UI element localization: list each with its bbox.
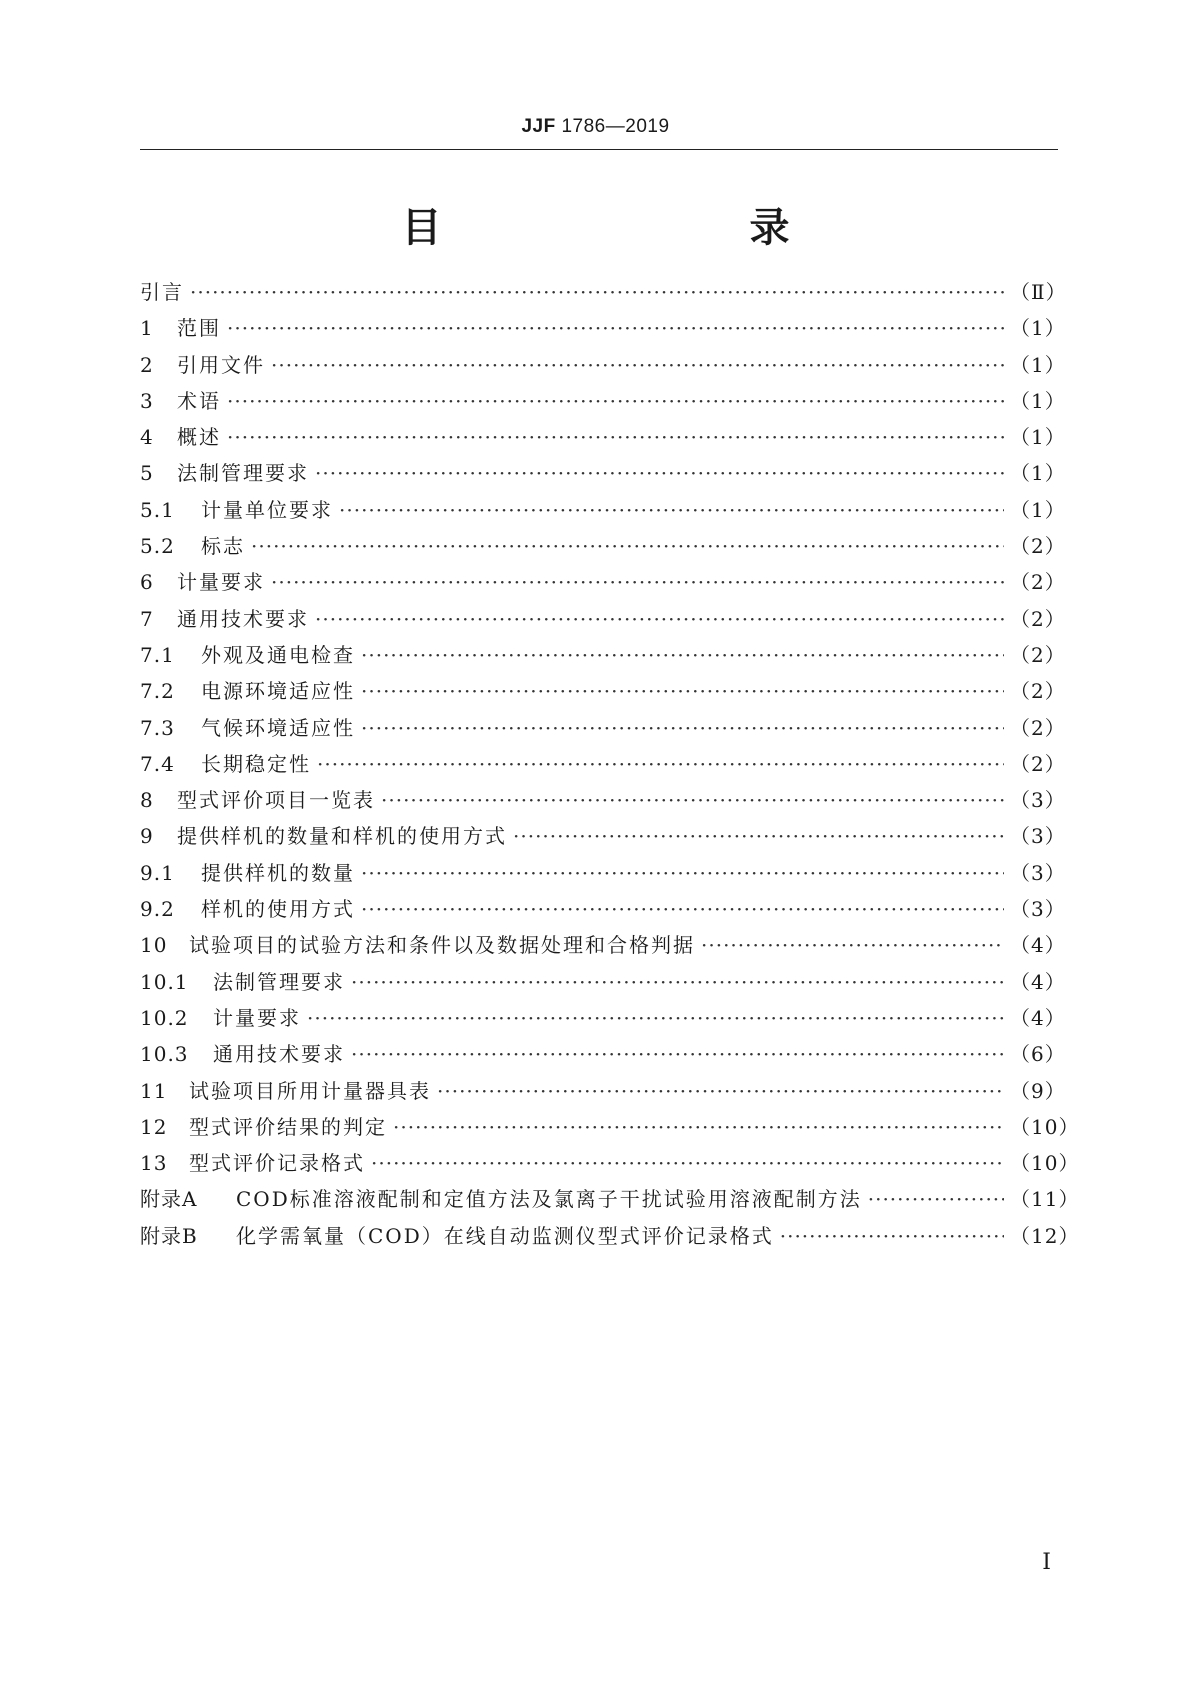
toc-dot-leader <box>868 1187 1004 1211</box>
toc-entry[interactable] <box>140 349 1066 385</box>
toc-entry-label: 引言 <box>140 280 184 304</box>
toc-entry[interactable] <box>140 675 1066 711</box>
toc-entry-page: （1） <box>1010 425 1066 450</box>
toc-entry-page: （2） <box>1010 642 1066 667</box>
page-number: Ⅰ <box>1042 1550 1051 1575</box>
toc-entry-page: （11） <box>1010 1187 1080 1212</box>
toc-entry[interactable] <box>140 1111 1080 1147</box>
toc-entry-page: （9） <box>1010 1078 1066 1103</box>
toc-entry-number: 4 <box>140 425 154 450</box>
toc-entry-label: 引用文件 <box>177 352 265 377</box>
toc-dot-leader <box>271 570 1004 594</box>
toc-entry-number: 10 <box>140 933 168 958</box>
toc-entry-page: （10） <box>1010 1114 1080 1139</box>
page-title: 目 录 <box>401 205 866 251</box>
toc-entry-page: （3） <box>1010 788 1066 813</box>
toc-entry-number: 附录B <box>140 1223 198 1248</box>
toc-entry-number: 5.2 <box>140 534 175 559</box>
toc-entry-label: 型式评价记录格式 <box>189 1151 365 1176</box>
toc-entry[interactable] <box>140 748 1066 784</box>
toc-entry-number: 7.3 <box>140 715 175 740</box>
toc-entry-number: 9.2 <box>140 897 175 922</box>
toc-entry-number: 9.1 <box>140 860 175 885</box>
toc-entry-label: 标志 <box>201 534 245 559</box>
toc-entry-label: 法制管理要求 <box>213 969 345 994</box>
toc-dot-leader <box>701 933 1004 957</box>
toc-entry[interactable] <box>140 421 1066 457</box>
toc-dot-leader <box>227 425 1004 449</box>
toc-entry-page: （3） <box>1010 860 1066 885</box>
toc-entry-number: 7.4 <box>140 751 175 776</box>
toc-entry-number: 6 <box>140 570 154 595</box>
toc-entry-page: （3） <box>1010 897 1066 922</box>
toc-entry-number: 11 <box>140 1078 168 1103</box>
toc-entry[interactable] <box>140 966 1066 1002</box>
toc-entry-label: 范围 <box>177 316 221 341</box>
toc-entry-page: （1） <box>1010 388 1066 413</box>
toc-entry-page: （Ⅱ） <box>1010 280 1067 304</box>
toc-entry-page: （2） <box>1010 679 1066 704</box>
toc-dot-leader <box>361 897 1004 921</box>
document-code <box>0 116 1191 138</box>
toc-entry[interactable] <box>140 530 1066 566</box>
toc-entry-page: （3） <box>1010 824 1066 849</box>
toc-entry[interactable] <box>140 929 1066 965</box>
toc-entry-label: 概述 <box>177 425 221 450</box>
document-code-number: 1786—2019 <box>561 116 670 137</box>
toc-entry[interactable] <box>140 385 1066 421</box>
toc-entry-label: 试验项目所用计量器具表 <box>189 1078 431 1103</box>
toc-entry[interactable] <box>140 712 1066 748</box>
toc-entry[interactable] <box>140 1038 1066 1074</box>
toc-entry-number: 10.2 <box>140 1005 189 1030</box>
toc-entry[interactable] <box>140 1183 1080 1219</box>
toc-entry-page: （4） <box>1010 969 1066 994</box>
toc-entry-label: 法制管理要求 <box>177 461 309 486</box>
toc-dot-leader <box>271 353 1004 377</box>
toc-entry-label: 型式评价项目一览表 <box>177 788 375 813</box>
toc-dot-leader <box>315 607 1004 631</box>
toc-dot-leader <box>361 861 1004 885</box>
toc-entry[interactable] <box>140 1147 1080 1183</box>
toc-entry-label: 术语 <box>177 388 221 413</box>
toc-entry[interactable] <box>140 1220 1080 1256</box>
toc-entry-label: 计量单位要求 <box>201 497 333 522</box>
toc-entry[interactable] <box>140 494 1066 530</box>
toc-entry-page: （6） <box>1010 1042 1066 1067</box>
toc-entry-number: 10.3 <box>140 1042 189 1067</box>
toc-dot-leader <box>437 1079 1004 1103</box>
toc-dot-leader <box>371 1151 1004 1175</box>
toc-entry-label: 外观及通电检查 <box>201 642 355 667</box>
toc-entry-page: （2） <box>1010 606 1066 631</box>
toc-entry[interactable] <box>140 566 1066 602</box>
toc-entry[interactable] <box>140 893 1066 929</box>
toc-dot-leader <box>227 316 1004 340</box>
toc-entry-label: 提供样机的数量和样机的使用方式 <box>177 824 507 849</box>
toc-dot-leader <box>780 1224 1004 1248</box>
toc-entry-page: （4） <box>1010 1005 1066 1030</box>
toc-entry[interactable] <box>140 1002 1066 1038</box>
toc-entry-number: 7 <box>140 606 154 631</box>
toc-entry[interactable] <box>140 784 1066 820</box>
toc-entry-label: 提供样机的数量 <box>201 860 355 885</box>
toc-entry-number: 9 <box>140 824 154 849</box>
toc-entry[interactable] <box>140 276 1067 312</box>
toc-entry-page: （4） <box>1010 933 1066 958</box>
document-code-prefix: JJF <box>521 116 556 137</box>
toc-entry-page: （1） <box>1010 316 1066 341</box>
toc-entry-label: 计量要求 <box>177 570 265 595</box>
toc-entry-page: （1） <box>1010 461 1066 486</box>
header-rule <box>140 149 1058 150</box>
toc-entry-page: （2） <box>1010 751 1066 776</box>
toc-entry[interactable] <box>140 639 1066 675</box>
table-of-contents <box>140 276 1080 1256</box>
toc-entry-label: 长期稳定性 <box>201 751 311 776</box>
toc-entry-page: （2） <box>1010 570 1066 595</box>
toc-entry-number: 1 <box>140 316 154 341</box>
toc-dot-leader <box>381 788 1004 812</box>
toc-entry-number: 10.1 <box>140 969 189 994</box>
toc-dot-leader <box>339 498 1004 522</box>
toc-dot-leader <box>190 280 1004 304</box>
toc-entry-page: （2） <box>1010 534 1066 559</box>
toc-entry-label: 气候环境适应性 <box>201 715 355 740</box>
toc-entry-number: 7.1 <box>140 642 175 667</box>
toc-dot-leader <box>393 1115 1004 1139</box>
toc-entry-label: 计量要求 <box>213 1005 301 1030</box>
toc-entry-label: 型式评价结果的判定 <box>189 1114 387 1139</box>
toc-entry-page: （2） <box>1010 715 1066 740</box>
toc-entry-number: 5 <box>140 461 154 486</box>
toc-entry[interactable] <box>140 457 1066 493</box>
toc-entry-label: 通用技术要求 <box>213 1042 345 1067</box>
toc-entry[interactable] <box>140 1075 1066 1111</box>
toc-entry-number: 2 <box>140 352 154 377</box>
toc-entry-number: 3 <box>140 388 154 413</box>
toc-entry-number: 12 <box>140 1114 168 1139</box>
toc-dot-leader <box>361 679 1004 703</box>
toc-entry[interactable] <box>140 820 1066 856</box>
toc-dot-leader <box>513 824 1004 848</box>
toc-entry-number: 13 <box>140 1151 168 1176</box>
toc-dot-leader <box>361 716 1004 740</box>
toc-entry-page: （10） <box>1010 1151 1080 1176</box>
toc-dot-leader <box>251 534 1004 558</box>
toc-dot-leader <box>361 643 1004 667</box>
toc-entry-label: COD标准溶液配制和定值方法及氯离子干扰试验用溶液配制方法 <box>236 1187 862 1212</box>
toc-dot-leader <box>351 1042 1004 1066</box>
toc-entry-number: 8 <box>140 788 154 813</box>
toc-entry-label: 化学需氧量（COD）在线自动监测仪型式评价记录格式 <box>236 1223 774 1248</box>
toc-entry-page: （1） <box>1010 352 1066 377</box>
toc-entry-label: 试验项目的试验方法和条件以及数据处理和合格判据 <box>189 933 695 958</box>
toc-entry[interactable] <box>140 857 1066 893</box>
toc-dot-leader <box>307 1006 1004 1030</box>
toc-dot-leader <box>317 752 1004 776</box>
toc-entry-number: 5.1 <box>140 497 175 522</box>
toc-entry-label: 电源环境适应性 <box>201 679 355 704</box>
toc-entry-number: 7.2 <box>140 679 175 704</box>
toc-entry-label: 通用技术要求 <box>177 606 309 631</box>
toc-dot-leader <box>351 970 1004 994</box>
toc-entry[interactable] <box>140 603 1066 639</box>
toc-entry-label: 样机的使用方式 <box>201 897 355 922</box>
toc-entry-page: （1） <box>1010 497 1066 522</box>
toc-dot-leader <box>315 461 1004 485</box>
toc-entry-number: 附录A <box>140 1187 198 1212</box>
toc-entry[interactable] <box>140 312 1066 348</box>
toc-dot-leader <box>227 389 1004 413</box>
toc-entry-page: （12） <box>1010 1223 1080 1248</box>
